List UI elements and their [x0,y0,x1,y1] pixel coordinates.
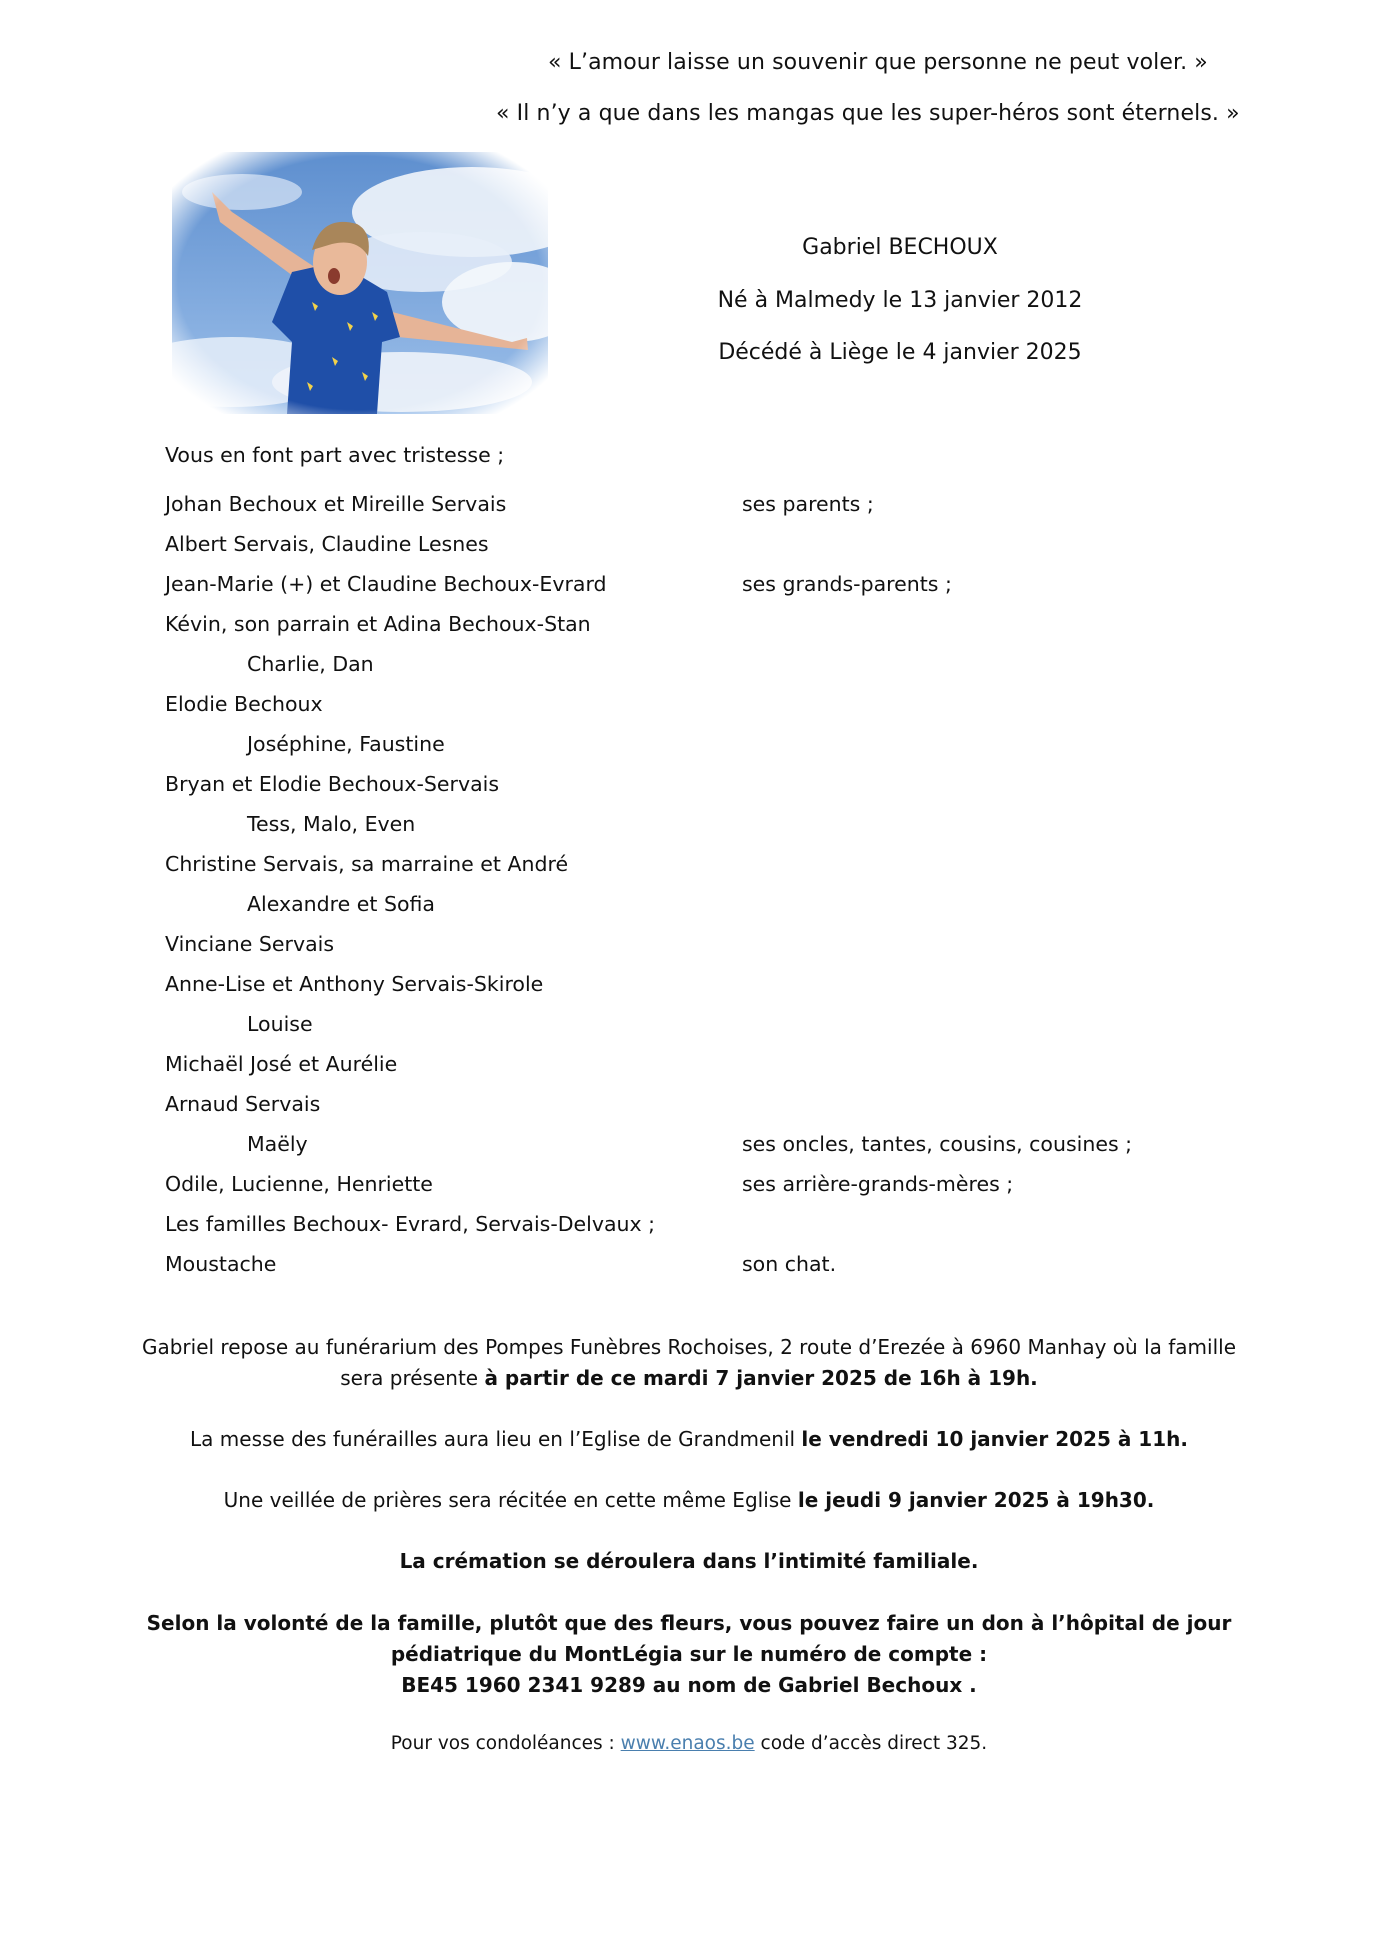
funerarium-info [130,1332,1248,1394]
quote-1: « L’amour laisse un souvenir que personne ne peut voler. » [548,50,1208,75]
family-member: Louise [247,1012,313,1036]
family-row [165,492,1225,532]
photo-vignette [172,152,548,414]
family-row [165,812,1225,852]
family-member: Johan Bechoux et Mireille Servais [165,492,507,516]
family-member: Charlie, Dan [247,652,374,676]
family-list [165,492,1225,1292]
quote-2: « Il n’y a que dans les mangas que les super-héros sont éternels. » [496,101,1240,126]
family-row [165,1132,1225,1172]
family-row [165,892,1225,932]
family-row [165,972,1225,1012]
family-member: Albert Servais, Claudine Lesnes [165,532,489,556]
family-member: Christine Servais, sa marraine et André [165,852,569,876]
family-row [165,1212,1225,1252]
family-relation: ses parents ; [742,492,874,516]
family-row [165,652,1225,692]
donation-line-1: Selon la volonté de la famille, plutôt que des fleurs, vous pouvez faire un don à l’hôpital de jour [146,1611,1232,1635]
family-row [165,572,1225,612]
family-member: Alexandre et Sofia [247,892,435,916]
family-row [165,852,1225,892]
announcement-intro: Vous en font part avec tristesse ; [165,443,505,467]
death-info: Décédé à Liège le 4 janvier 2025 [718,340,1082,365]
family-member: Arnaud Servais [165,1092,321,1116]
family-member: Joséphine, Faustine [247,732,445,756]
donation-account: BE45 1960 2341 9289 au nom de Gabriel Bechoux . [401,1673,977,1697]
funerarium-hours: à partir de ce mardi 7 janvier 2025 de 16h à 19h. [484,1366,1038,1390]
family-row [165,692,1225,732]
family-relation: ses arrière-grands-mères ; [742,1172,1014,1196]
family-member: Jean-Marie (+) et Claudine Bechoux-Evrard [165,572,607,596]
donation-info [130,1608,1248,1701]
family-relation: ses grands-parents ; [742,572,952,596]
condolences-link[interactable]: www.enaos.be [620,1733,755,1754]
condolences-prefix: Pour vos condoléances : [390,1733,621,1754]
family-member: Elodie Bechoux [165,692,323,716]
family-row [165,1052,1225,1092]
donation-line-2: pédiatrique du MontLégia sur le numéro de compte : [390,1642,988,1666]
cremation-info: La crémation se déroulera dans l’intimité familiale. [399,1549,979,1573]
funerarium-text: Gabriel repose au funérarium des Pompes Funèbres Rochoises, 2 route d’Erezée à 6960 Manhay où la famille sera présente [141,1335,1236,1390]
family-row [165,1092,1225,1132]
family-row [165,1172,1225,1212]
condolences-info [130,1728,1248,1759]
family-row [165,612,1225,652]
portrait-photo [172,152,548,414]
condolences-access-code: code d’accès direct 325. [754,1733,988,1754]
family-member: Kévin, son parrain et Adina Bechoux-Stan [165,612,591,636]
family-member: Moustache [165,1252,277,1276]
family-member: Odile, Lucienne, Henriette [165,1172,433,1196]
birth-info: Né à Malmedy le 13 janvier 2012 [717,288,1083,313]
family-row [165,1252,1225,1292]
family-row [165,732,1225,772]
family-member: Vinciane Servais [165,932,335,956]
prayer-vigil-text: Une veillée de prières sera récitée en cette même Eglise [223,1488,798,1512]
family-row [165,772,1225,812]
family-member: Michaël José et Aurélie [165,1052,398,1076]
funeral-mass-text: La messe des funérailles aura lieu en l’Eglise de Grandmenil [190,1427,802,1451]
family-member: Anne-Lise et Anthony Servais-Skirole [165,972,544,996]
prayer-vigil-date: le jeudi 9 janvier 2025 à 19h30. [797,1488,1155,1512]
family-member: Les familles Bechoux- Evrard, Servais-Delvaux ; [165,1212,656,1236]
family-relation: ses oncles, tantes, cousins, cousines ; [742,1132,1133,1156]
funeral-mass-date: le vendredi 10 janvier 2025 à 11h. [801,1427,1188,1451]
family-member: Maëly [247,1132,308,1156]
deceased-name: Gabriel BECHOUX [802,235,998,260]
family-row [165,932,1225,972]
funeral-mass-info [130,1424,1248,1455]
family-row [165,1012,1225,1052]
family-member: Bryan et Elodie Bechoux-Servais [165,772,500,796]
family-relation: son chat. [742,1252,837,1276]
family-row [165,532,1225,572]
prayer-vigil-info [130,1485,1248,1516]
family-member: Tess, Malo, Even [247,812,416,836]
